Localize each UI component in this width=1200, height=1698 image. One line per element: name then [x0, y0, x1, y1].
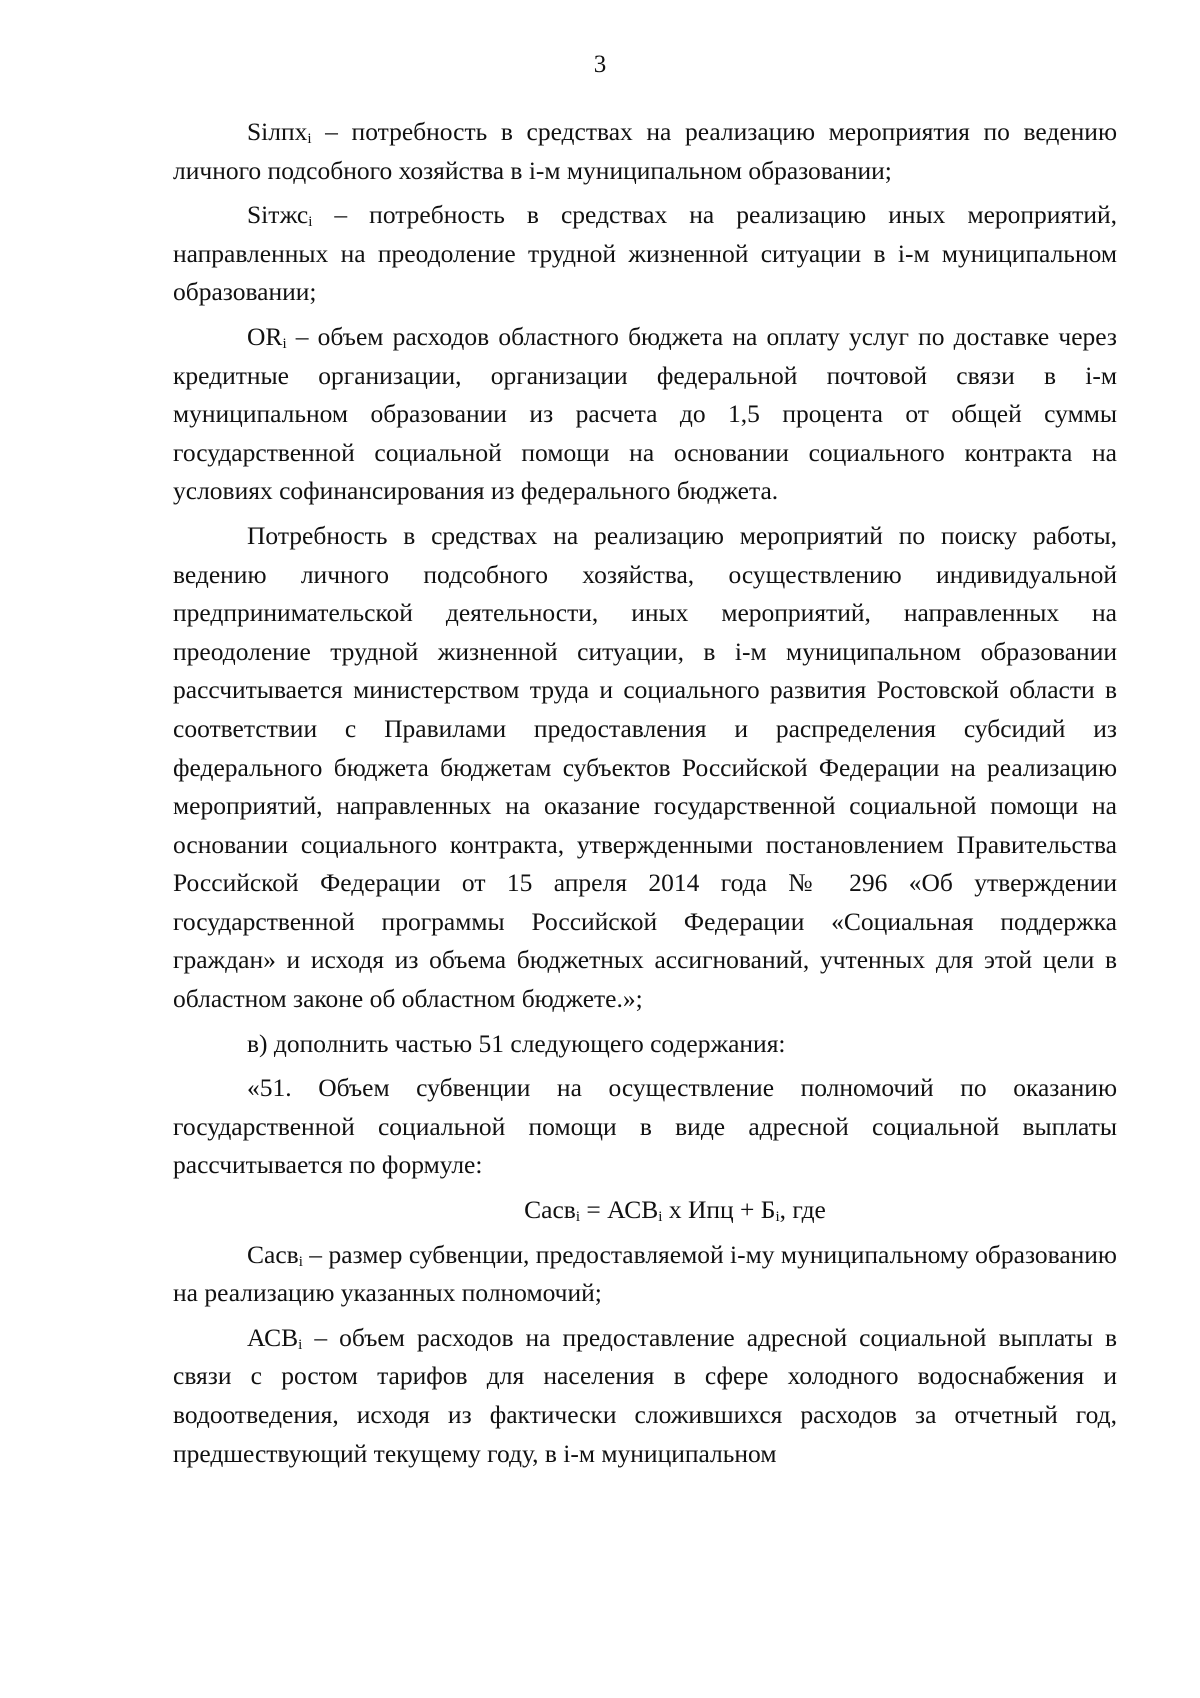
formula-lhs-subscript: i: [575, 1209, 580, 1226]
symbol-subscript: i: [298, 1336, 303, 1353]
symbol-subscript: i: [282, 335, 287, 352]
symbol: Сасв: [247, 1239, 299, 1269]
paragraph-text: Потребность в средствах на реализацию мероприятий по поиску работы, ведению личного подсобного хозяйства, осуществлению индивидуальной предпринимательской деятельности, иных мероприятий, направленных на преодоление трудной жизненной ситуации, в i-м муниципальном образовании рассчитывается министерством труда и социального развития Ростовской области в соответствии с Правилами предоставления и распределения субсидий из федерального бюджета бюджетам субъектов Российской Федерации на реализацию мероприятий, направленных на оказание государственной социальной помощи на основании социального контракта, утвержденными постановлением Правительства Российской Федерации от 15 апреля 2014 года № 296 «Об утверждении государственной программы Российской Федерации «Социальная поддержка граждан» и исходя из объема бюджетных ассигнований, учтенных для этой цели в областном законе об областном бюджете.»;: [173, 520, 1117, 1014]
paragraph-silpx: [173, 113, 1117, 190]
paragraph-text: «51. Объем субвенции на осуществление полномочий по оказанию государственной социальной помощи в виде адресной социальной выплаты рассчитывается по формуле:: [173, 1073, 1117, 1180]
definition-text: – объем расходов на предоставление адресной социальной выплаты в связи с ростом тарифов для населения в сфере холодного водоснабжения и водоотведения, исходя из фактически сложившихся расходов за отчетный год, предшествующий текущему году, в i-м муниципальном: [173, 1322, 1117, 1468]
symbol-subscript: i: [307, 131, 312, 147]
symbol-subscript: i: [308, 214, 313, 231]
paragraph-text: – потребность в средствах на реализацию иных мероприятий, направленных на преодоление трудной жизненной ситуации в i-м муниципальном образовании;: [173, 200, 1117, 307]
symbol: АСВ: [247, 1322, 299, 1352]
paragraph-text: – объем расходов областного бюджета на оплату услуг по доставке через кредитные организации, организации федеральной почтовой связи в i-м муниципальном образовании из расчета до 1,5 процента от общей суммы государственной социальной помощи на основании социального контракта на условиях софинансирования из федерального бюджета.: [173, 321, 1117, 506]
paragraph-text: в) дополнить частью 51 следующего содержания:: [247, 1028, 786, 1058]
definition-acb: [173, 1319, 1117, 1473]
formula-acb-subscript: i: [658, 1209, 663, 1226]
symbol-subscript: i: [298, 1253, 303, 1270]
paragraph-or: [173, 318, 1117, 511]
formula-eq: = АСВ: [580, 1195, 659, 1225]
formula: [173, 1191, 1117, 1230]
symbol: Siлпх: [247, 117, 308, 146]
paragraph-sitzhs: [173, 196, 1117, 312]
symbol: Siтжс: [247, 200, 309, 230]
paragraph-need: [173, 517, 1117, 1019]
definition-sasv: [173, 1236, 1117, 1313]
paragraph-amend: [173, 1025, 1117, 1064]
definition-text: – размер субвенции, предоставляемой i-му муниципальному образованию на реализацию указанных полномочий;: [173, 1239, 1117, 1308]
formula-b-subscript: i: [775, 1209, 780, 1226]
symbol: OR: [247, 321, 283, 351]
formula-lhs: Сасв: [524, 1195, 576, 1225]
formula-tail: , где: [779, 1195, 826, 1225]
paragraph-part-51: [173, 1069, 1117, 1185]
document-body: [173, 113, 1117, 1479]
formula-mid: х Ипц + Б: [662, 1195, 776, 1225]
paragraph-text: – потребность в средствах на реализацию мероприятия по ведению личного подсобного хозяйства в i-м муниципальном образовании;: [173, 117, 1117, 185]
page-number: 3: [593, 51, 607, 78]
